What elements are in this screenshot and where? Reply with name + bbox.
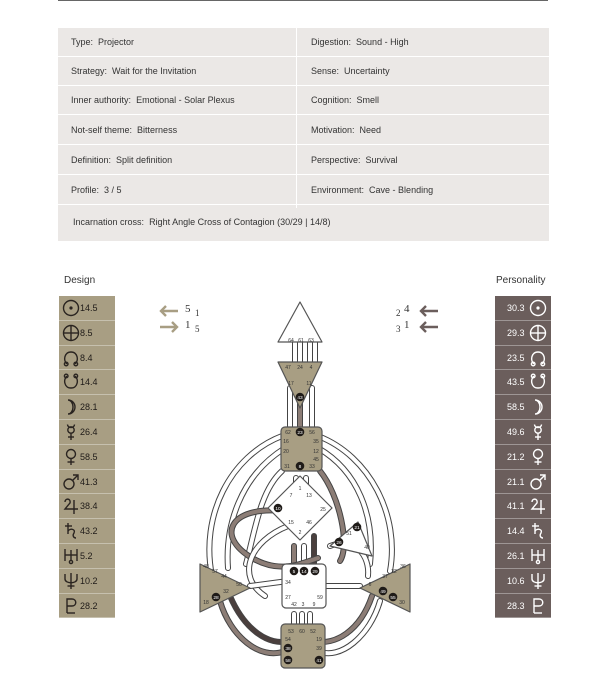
gate-28: 28 (213, 596, 219, 601)
gate-61: 61 (298, 338, 304, 344)
personality-planet-value: 10.6 (507, 575, 525, 586)
personality-planet-row (495, 594, 551, 619)
gate-7: 7 (289, 493, 293, 499)
design-planet-value: 26.4 (80, 426, 98, 437)
design-planet-value: 5.2 (80, 550, 93, 561)
arrow-left-icon (158, 304, 180, 318)
motivation-property: Motivation: Need (311, 125, 382, 135)
gate-62: 62 (285, 430, 291, 436)
personality-bottom-sub: 3 (396, 324, 401, 334)
gate-39: 39 (316, 646, 322, 652)
design-planet-row (59, 370, 115, 395)
gate-8: 8 (298, 465, 302, 470)
gate-37: 37 (382, 574, 388, 580)
gate-49: 49 (380, 590, 386, 595)
personality-planet-value: 28.3 (507, 600, 525, 611)
gate-56: 56 (309, 430, 315, 436)
gate-29: 29 (312, 570, 318, 575)
personality-planet-row (495, 346, 551, 371)
design-planet-row (59, 544, 115, 569)
gate-35: 35 (313, 439, 319, 445)
mercury-icon (62, 423, 80, 441)
neptune-icon (62, 572, 80, 590)
design-planet-row (59, 321, 115, 346)
gate-46: 46 (306, 520, 312, 526)
gate-58: 58 (285, 659, 291, 664)
properties-panel (58, 28, 549, 241)
design-planet-value: 14.4 (80, 377, 98, 388)
head-center (278, 302, 322, 342)
design-column (59, 296, 115, 618)
personality-planet-row (495, 370, 551, 395)
personality-planet-value: 29.3 (507, 327, 525, 338)
gate-57: 57 (212, 569, 218, 575)
property-row (58, 146, 549, 175)
design-planet-value: 43.2 (80, 526, 98, 537)
perspective-property: Perspective: Survival (311, 155, 398, 165)
gate-5: 5 (292, 570, 296, 575)
personality-planet-row (495, 445, 551, 470)
gate-36: 36 (400, 564, 406, 570)
personality-planet-value: 21.1 (507, 476, 525, 487)
personality-planet-value: 26.1 (507, 550, 525, 561)
earth-icon (62, 324, 80, 342)
gate-41: 41 (316, 659, 322, 664)
design-planet-value: 8.5 (80, 327, 93, 338)
design-planet-value: 41.3 (80, 476, 98, 487)
south-node-icon (529, 373, 547, 391)
gate-13: 13 (306, 493, 312, 499)
gate-24: 24 (297, 365, 303, 371)
gate-11: 11 (306, 381, 312, 387)
gate-4: 4 (309, 365, 313, 371)
sun-icon (529, 299, 547, 317)
design-bottom-tone: 1 (185, 319, 191, 331)
channel-20-34 (246, 471, 282, 564)
gate-33: 33 (309, 464, 315, 470)
incarnation-cross-property: Incarnation cross: Right Angle Cross of Contagion (30/29 | 14/8) (73, 217, 331, 227)
gate-16: 16 (283, 439, 289, 445)
gate-47: 47 (285, 365, 291, 371)
personality-planet-value: 58.5 (507, 402, 525, 413)
venus-icon (529, 448, 547, 466)
uranus-icon (62, 547, 80, 565)
moon-icon (529, 398, 547, 416)
personality-planet-row (495, 494, 551, 519)
design-planet-row (59, 494, 115, 519)
design-title: Design (64, 275, 96, 286)
personality-planet-row (495, 569, 551, 594)
gate-21: 21 (354, 526, 360, 531)
design-planet-row (59, 296, 115, 321)
south-node-icon (62, 373, 80, 391)
sun-icon (62, 299, 80, 317)
profile-property: Profile: 3 / 5 (71, 185, 122, 195)
gate-14: 14 (301, 570, 307, 575)
property-row (58, 57, 549, 86)
gate-12: 12 (313, 449, 319, 455)
gate-50: 50 (236, 582, 242, 588)
design-planet-row (59, 346, 115, 371)
gate-51: 51 (346, 531, 352, 537)
gate-27: 27 (285, 595, 291, 601)
personality-planet-value: 30.3 (507, 303, 525, 313)
design-planet-row (59, 445, 115, 470)
gate-63: 63 (308, 338, 314, 344)
gate-17: 17 (288, 381, 294, 387)
gate-9: 9 (312, 602, 316, 608)
personality-title: Personality (496, 275, 546, 286)
gate-2: 2 (298, 530, 302, 536)
arrow-right-icon (158, 320, 180, 334)
design-planet-value: 28.2 (80, 600, 98, 611)
inner-authority-property: Inner authority: Emotional - Solar Plexus (71, 95, 235, 105)
top-rule (58, 0, 548, 1)
design-planet-value: 38.4 (80, 501, 98, 512)
design-top-tone: 5 (185, 303, 191, 315)
personality-planet-value: 23.5 (507, 352, 525, 363)
gate-40: 40 (364, 545, 370, 551)
sense-property: Sense: Uncertainty (311, 66, 390, 76)
strategy-property: Strategy: Wait for the Invitation (71, 66, 197, 76)
personality-planet-value: 49.6 (507, 426, 525, 437)
mercury-icon (529, 423, 547, 441)
personality-top-sub: 2 (396, 308, 401, 318)
digestion-property: Digestion: Sound - High (311, 37, 409, 47)
jupiter-icon (529, 497, 547, 515)
bodygraph (190, 296, 422, 682)
gate-25: 25 (320, 507, 326, 513)
mars-icon (62, 473, 80, 491)
gate-52: 52 (310, 629, 316, 635)
design-planet-value: 8.4 (80, 352, 93, 363)
north-node-icon (62, 349, 80, 367)
personality-planet-value: 41.1 (507, 501, 525, 512)
gate-6: 6 (368, 582, 372, 588)
gate-42: 42 (291, 602, 297, 608)
design-planet-row (59, 519, 115, 544)
type-property: Type: Projector (71, 37, 135, 47)
pluto-icon (529, 597, 547, 615)
personality-planet-value: 43.5 (507, 377, 525, 388)
gate-1: 1 (298, 486, 302, 492)
gate-43: 43 (297, 396, 303, 401)
personality-planet-row (495, 395, 551, 420)
not-self-theme-property: Not-self theme: Bitterness (71, 125, 178, 135)
property-row (58, 116, 549, 145)
gate-59: 59 (317, 595, 323, 601)
gate-22: 22 (391, 569, 397, 575)
design-planet-row (59, 569, 115, 594)
gate-64: 64 (288, 338, 294, 344)
uranus-icon (529, 547, 547, 565)
personality-planet-row (495, 296, 551, 321)
gate-45: 45 (313, 457, 319, 463)
design-planet-value: 28.1 (80, 402, 98, 413)
property-row (58, 28, 549, 57)
saturn-icon (62, 522, 80, 540)
gate-48: 48 (203, 564, 209, 570)
gate-20: 20 (283, 449, 289, 455)
gate-26: 26 (336, 541, 342, 546)
personality-planet-value: 14.4 (507, 526, 525, 537)
design-bottom-sub: 5 (195, 324, 200, 334)
gate-38: 38 (285, 647, 291, 652)
gate-34: 34 (285, 580, 291, 586)
personality-bottom-tone: 1 (404, 319, 410, 331)
cognition-property: Cognition: Smell (311, 95, 380, 105)
personality-planet-row (495, 519, 551, 544)
moon-icon (62, 398, 80, 416)
design-top-sub: 1 (195, 308, 200, 318)
gate-23: 23 (297, 431, 303, 436)
personality-planet-row (495, 544, 551, 569)
north-node-icon (529, 349, 547, 367)
jupiter-icon (62, 497, 80, 515)
gate-55: 55 (390, 596, 396, 601)
property-row (58, 86, 549, 115)
personality-planet-row (495, 470, 551, 495)
earth-icon (529, 324, 547, 342)
gate-54: 54 (285, 637, 291, 643)
design-planet-value: 10.2 (80, 575, 98, 586)
design-planet-row (59, 470, 115, 495)
saturn-icon (529, 522, 547, 540)
gate-31: 31 (284, 464, 290, 470)
design-planet-value: 58.5 (80, 451, 98, 462)
gate-3: 3 (301, 602, 305, 608)
personality-planet-row (495, 420, 551, 445)
gate-10: 10 (275, 507, 281, 512)
personality-planet-row (495, 321, 551, 346)
gate-18: 18 (203, 600, 209, 606)
gate-53: 53 (288, 629, 294, 635)
pluto-icon (62, 597, 80, 615)
design-planet-row (59, 594, 115, 619)
property-row (58, 176, 549, 205)
gate-15: 15 (288, 520, 294, 526)
design-planet-value: 14.5 (80, 303, 98, 313)
design-planet-row (59, 420, 115, 445)
definition-property: Definition: Split definition (71, 155, 173, 165)
venus-icon (62, 448, 80, 466)
gate-30: 30 (399, 600, 405, 606)
mars-icon (529, 473, 547, 491)
personality-top-tone: 4 (404, 303, 410, 315)
environment-property: Environment: Cave - Blending (311, 185, 434, 195)
personality-planet-value: 21.2 (507, 451, 525, 462)
neptune-icon (529, 572, 547, 590)
gate-60: 60 (299, 629, 305, 635)
gate-32: 32 (223, 589, 229, 595)
gate-44: 44 (221, 574, 227, 580)
gate-19: 19 (316, 637, 322, 643)
design-planet-row (59, 395, 115, 420)
personality-column (495, 296, 551, 618)
